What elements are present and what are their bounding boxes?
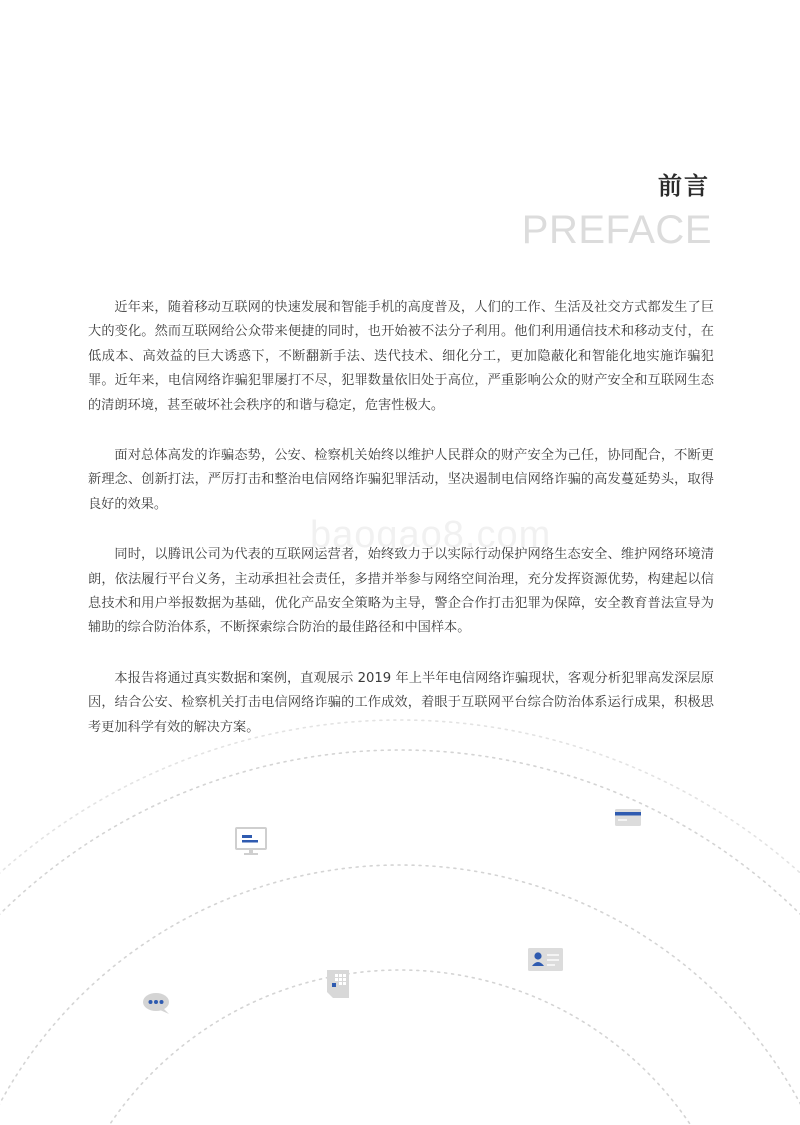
title-zh: 前言 [658, 172, 710, 200]
chat-bubble-icon [143, 993, 169, 1014]
preface-body [88, 296, 714, 766]
ring-outer [0, 720, 800, 1125]
paragraph-3: 同时，以腾讯公司为代表的互联网运营者，始终致力于以实际行动保护网络生态安全、维护网络环境清朗，依法履行平台义务，主动承担社会责任，多措并举参与网络空间治理，充分发挥资源优势，构建起以信息技术和用户举报数据为基础，优化产品安全策略为主导，警企合作打击犯罪为保障，安全教育普法宣导为辅助的综合防治体系，不断探索综合防治的最佳路径和中国样本。 [88, 547, 714, 636]
page-title [522, 170, 712, 252]
paragraph-4: 本报告将通过真实数据和案例，直观展示 2019 年上半年电信网络诈骗现状，客观分析犯罪高发深层原因，结合公安、检察机关打击电信网络诈骗的工作成效，着眼于互联网平台综合防治体系运行成果，积极思考更加科学有效的解决方案。 [88, 670, 714, 735]
building-icon [327, 970, 349, 998]
ring-large [0, 750, 800, 1125]
paragraph-1: 近年来，随着移动互联网的快速发展和智能手机的高度普及，人们的工作、生活及社交方式都发生了巨大的变化。然而互联网给公众带来便捷的同时，也开始被不法分子利用。他们利用通信技术和移动支付，在低成本、高效益的巨大诱惑下，不断翻新手法、迭代技术、细化分工，更加隐蔽化和智能化地实施诈骗犯罪。近年来，电信网络诈骗犯罪屡打不尽，犯罪数量依旧处于高位，严重影响公众的财产安全和互联网生态的清朗环境，甚至破坏社会秩序的和谐与稳定，危害性极大。 [88, 300, 714, 413]
ring-mid [0, 865, 800, 1125]
watermark: baogao8.com [310, 514, 552, 556]
id-card-icon [528, 948, 563, 971]
title-en: PREFACE [521, 208, 712, 252]
paragraph-2: 面对总体高发的诈骗态势，公安、检察机关始终以维护人民群众的财产安全为己任，协同配合，不断更新理念、创新打法，严厉打击和整治电信网络诈骗犯罪活动，坚决遏制电信网络诈骗的高发蔓延势头，取得良好的效果。 [88, 448, 714, 512]
bank-card-icon [615, 809, 641, 826]
monitor-icon [236, 828, 266, 855]
